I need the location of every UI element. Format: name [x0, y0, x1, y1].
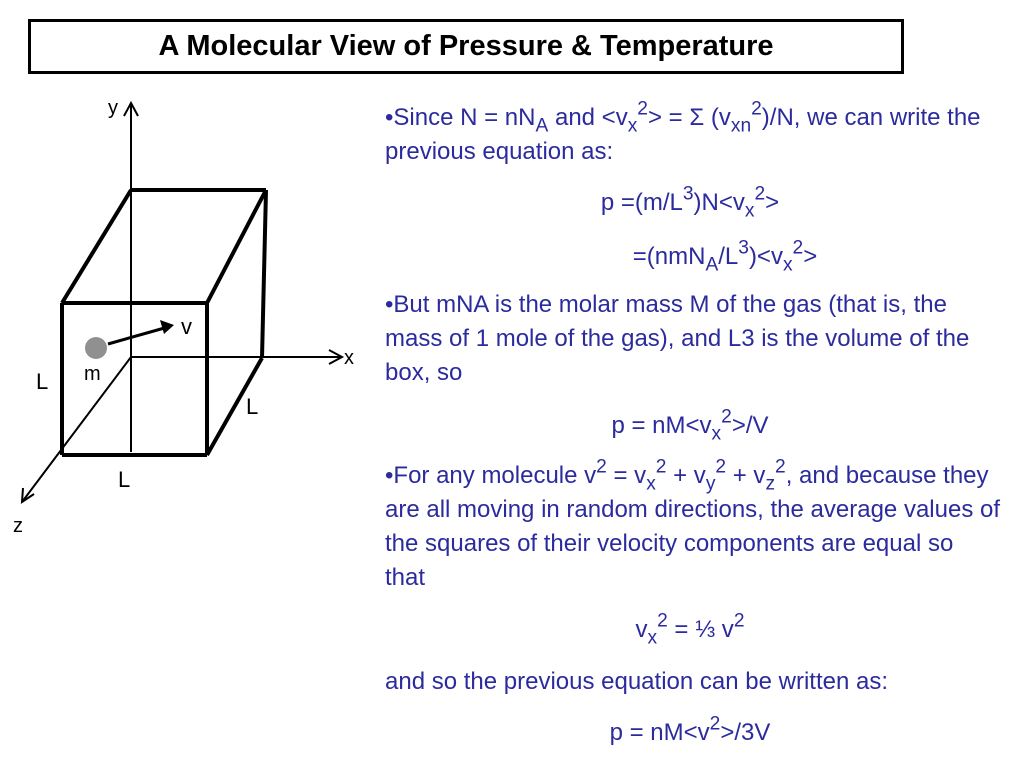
equation-2: $=(nmN_A/L^3)<v_x^2>$ — [632, 237, 818, 276]
side-label-left: L — [36, 369, 49, 394]
x-axis-label: x — [344, 347, 354, 369]
side-label-right: L — [246, 394, 259, 419]
velocity-arrow — [108, 327, 168, 344]
z-axis-label: z — [13, 515, 23, 537]
equation-5: $p = nM<v^2>/3V$ — [609, 713, 771, 746]
equation-3: $p = nM<v_x^2>/V$ — [611, 406, 769, 445]
paragraph-1: •Since $N = nN_A$ and $<v_x^2> = \Sigma$ $(v_{xn}^2)/N$, we can write the previous equation as: — [385, 98, 981, 165]
equation-4: $v_x^2$ = ⅓ $v^2$ — [635, 610, 745, 649]
paragraph-3: •For any molecule $v^2 = v_x^2 + v_y^2 + v_z^2$, and because they are all moving in random directions, the average values of the squares of their velocity components are equal so that — [385, 456, 1000, 591]
y-axis-label: y — [108, 97, 118, 119]
box-diagram — [0, 90, 380, 550]
mass-label: m — [84, 363, 101, 385]
paragraph-4: and so the previous equation can be written as: — [385, 668, 888, 695]
side-label-bottom: L — [118, 467, 131, 492]
velocity-arrowhead — [160, 320, 174, 334]
bullet: • — [385, 291, 394, 318]
molecule — [85, 337, 107, 359]
slide-title: A Molecular View of Pressure & Temperature — [158, 30, 774, 62]
equation-1: $p =(m/L^3)N<v_x^2>$ — [600, 183, 780, 222]
bullet: • — [385, 104, 394, 131]
velocity-label: v — [181, 314, 192, 339]
paragraph-2: •But mNA is the molar mass M of the gas (that is, the mass of 1 mole of the gas), and L3 is the volume of the box, so — [385, 291, 970, 386]
bullet: • — [385, 462, 394, 489]
title-box — [28, 19, 904, 74]
